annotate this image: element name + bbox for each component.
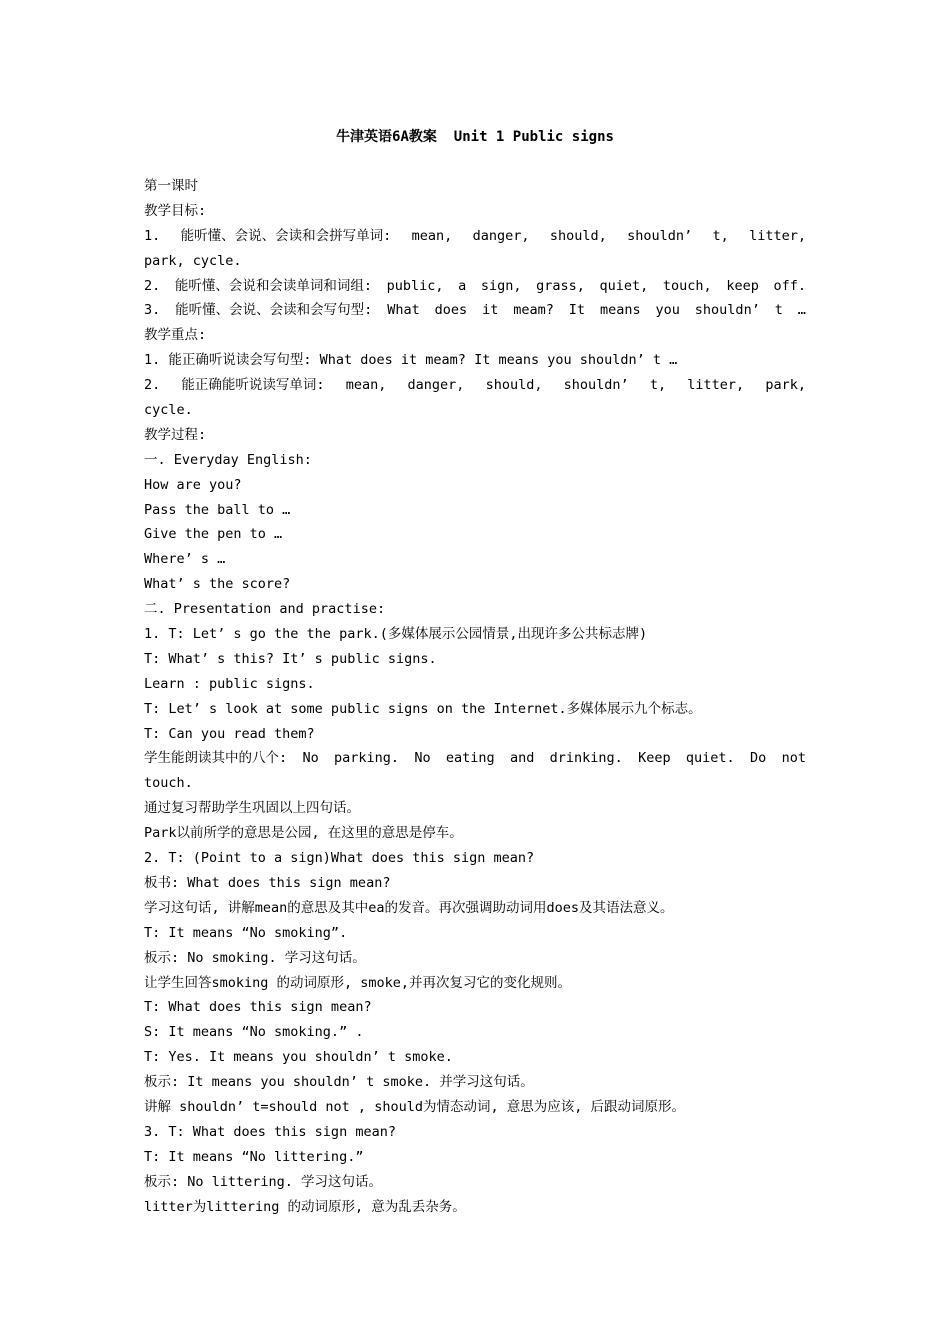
word: … (797, 302, 806, 319)
word: t, (649, 377, 667, 394)
word: eating (445, 750, 495, 767)
word: No (302, 750, 319, 767)
text-line: 教学过程: (144, 426, 207, 443)
text-line: 二. Presentation and practise: (144, 601, 386, 618)
text-line (144, 746, 806, 771)
word: mean, (345, 377, 387, 394)
word: should, (485, 377, 543, 394)
word: not (781, 750, 806, 767)
text-line: Give the pen to … (144, 526, 283, 543)
text-line: park, cycle. (144, 252, 242, 269)
text-line: 一. Everyday English: (144, 451, 312, 468)
text-line: S: It means “No smoking.” . (144, 1024, 364, 1041)
text-line (144, 224, 806, 249)
word: It (568, 302, 586, 319)
word: and (509, 750, 535, 767)
word: a (458, 277, 467, 294)
text-line: T: Yes. It means you shouldn’ t smoke. (144, 1049, 453, 1066)
word: 能听懂、会说、会读和会写句型: (175, 302, 373, 319)
word: sign, (480, 277, 522, 294)
word: 2. (144, 277, 161, 294)
text-line: 第一课时 (144, 178, 198, 194)
text-line: Pass the ball to … (144, 501, 291, 518)
word: shouldn’ (563, 377, 629, 394)
word: t (774, 302, 783, 319)
word: public, (386, 277, 444, 294)
text-line: cycle. (144, 402, 193, 419)
word: shouldn’ (694, 302, 760, 319)
text-line: T: It means “No smoking”. (144, 924, 348, 941)
word: 2. (144, 377, 161, 394)
text-line: 2. T: (Point to a sign)What does this sign mean? (144, 850, 535, 867)
text-line: 教学目标: (144, 202, 207, 219)
text-line: Where’ s … (144, 551, 226, 568)
text-line: 通过复习帮助学生巩固以上四句话。 (144, 800, 360, 817)
text-line: 学习这句话, 讲解mean的意思及其中ea的发音。再次强调助动词用does及其语法意义。 (144, 899, 674, 916)
word: 能听懂、会说、会读和会拼写单词: (180, 227, 392, 244)
word: Keep (638, 750, 671, 767)
document-title: 牛津英语6A教案 Unit 1 Public signs (336, 129, 614, 145)
text-line (144, 274, 806, 299)
text-line: 3. T: What does this sign mean? (144, 1123, 396, 1140)
word: should, (549, 227, 607, 244)
text-line: Park以前所学的意思是公园, 在这里的意思是停车。 (144, 825, 463, 842)
text-line: 让学生回答smoking 的动词原形, smoke,并再次复习它的变化规则。 (144, 974, 572, 991)
word: off. (773, 277, 806, 294)
word: mean, (411, 227, 453, 244)
word: drinking. (549, 750, 623, 767)
word: park, (765, 377, 806, 394)
word: 1. (144, 227, 161, 244)
word: Do (750, 750, 767, 767)
text-line: How are you? (144, 476, 242, 493)
word: danger, (472, 227, 530, 244)
word: t, (712, 227, 729, 244)
word: quiet, (599, 277, 649, 294)
word: touch, (662, 277, 712, 294)
document-body (144, 174, 806, 1219)
text-line: 板示: No littering. 学习这句话。 (144, 1173, 383, 1190)
word: shouldn’ (627, 227, 693, 244)
text-line: 板示: It means you shouldn’ t smoke. 并学习这句话。 (144, 1074, 534, 1091)
text-line: What’ s the score? (144, 576, 291, 593)
word: litter, (687, 377, 745, 394)
word: does (434, 302, 468, 319)
text-line: 教学重点: (144, 327, 207, 344)
word: danger, (407, 377, 465, 394)
text-line: litter为littering 的动词原形, 意为乱丢杂务。 (144, 1198, 466, 1215)
text-line: T: What does this sign mean? (144, 999, 372, 1016)
word: meam? (513, 302, 554, 319)
text-line: 板书: What does this sign mean? (144, 874, 391, 891)
word: quiet. (685, 750, 735, 767)
word: 3. (144, 302, 161, 319)
word: means (599, 302, 641, 319)
text-line: T: What’ s this? It’ s public signs. (144, 650, 437, 667)
word: it (482, 302, 499, 319)
word: grass, (536, 277, 585, 294)
word: litter, (749, 227, 806, 244)
text-line: T: It means “No littering.” (144, 1148, 364, 1165)
text-line: touch. (144, 775, 193, 792)
word: keep (726, 277, 759, 294)
text-line: T: Let’ s look at some public signs on the Internet.多媒体展示九个标志。 (144, 700, 702, 717)
word: parking. (334, 750, 400, 767)
text-line (144, 298, 806, 323)
word: 学生能朗读其中的八个: (144, 750, 288, 767)
word: What (387, 302, 420, 319)
word: 能正确能听说读写单词: (181, 377, 325, 394)
text-line: 1. T: Let’ s go the the park.(多媒体展示公园情景,出现许多公共标志牌) (144, 626, 648, 643)
text-line: T: Can you read them? (144, 725, 315, 742)
word: you (655, 302, 680, 319)
word: No (414, 750, 431, 767)
word: 能听懂、会说和会读单词和词组: (174, 277, 373, 294)
text-line (144, 373, 806, 398)
text-line: 讲解 shouldn’ t=should not , should为情态动词, 意思为应该, 后跟动词原形。 (144, 1098, 685, 1115)
text-line: 板示: No smoking. 学习这句话。 (144, 949, 366, 966)
text-line: Learn : public signs. (144, 675, 315, 692)
text-line: 1. 能正确听说读会写句型: What does it meam? It means you shouldn’ t … (144, 352, 678, 369)
